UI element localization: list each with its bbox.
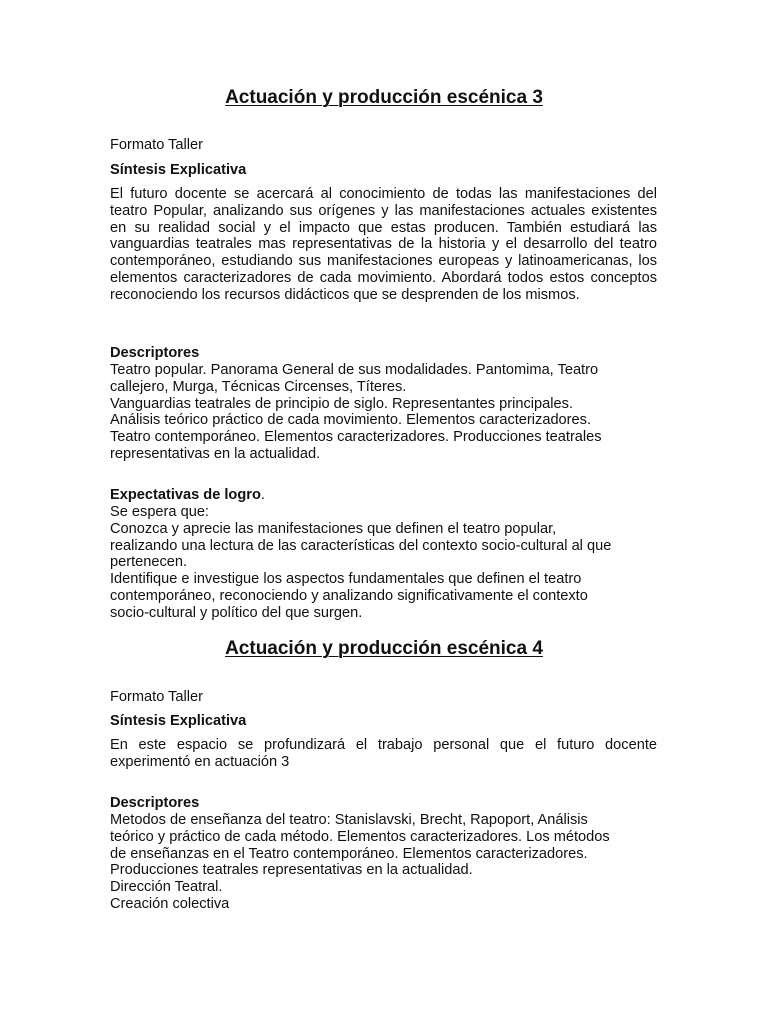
descriptor-line: Metodos de enseñanza del teatro: Stanislavski, Brecht, Rapoport, Análisis — [110, 812, 588, 828]
section-3-descriptors-heading: Descriptores — [110, 345, 200, 361]
section-4-title: Actuación y producción escénica 4 — [225, 638, 543, 659]
expectation-line: socio-cultural y político del que surgen. — [110, 604, 363, 621]
descriptor-line: representativas en la actualidad. — [110, 445, 321, 462]
section-3-title: Actuación y producción escénica 3 — [225, 87, 543, 108]
descriptor-line: Teatro contemporáneo. Elementos caracterizadores. Producciones teatrales — [110, 429, 602, 446]
descriptor-line: Producciones teatrales representativas en la actualidad. — [110, 862, 473, 879]
expectation-line: Identifique e investigue los aspectos fundamentales que definen el teatro — [110, 571, 582, 588]
section-3-expectations-heading — [110, 487, 657, 504]
expectation-line: realizando una lectura de las características del contexto socio-cultural al que — [110, 537, 612, 554]
descriptor-line: Teatro popular. Panorama General de sus modalidades. Pantomima, Teatro — [110, 362, 599, 378]
section-3-synthesis-text: El futuro docente se acercará al conocimiento de todas las manifestaciones del teatro Popular, analizando sus orígenes y las manifestaciones actuales existentes en su realidad social y el impacto que estas producen. También estudiará las vanguardias teatrales mas representativas de la historia y el desarrollo del teatro contemporáneo, estudiando sus manifestaciones europeas y latinoamericanas, los elementos caracterizadores de cada movimiento. Abordará todos estos conceptos reconociendo los recursos didácticos que se desprenden de los mismos. — [110, 186, 657, 303]
expectation-line: pertenecen. — [110, 554, 188, 571]
section-3-format: Formato Taller — [110, 137, 203, 153]
descriptor-line: Análisis teórico práctico de cada movimiento. Elementos caracterizadores. — [110, 412, 592, 429]
descriptor-line: Creación colectiva — [110, 895, 230, 912]
descriptor-line: teórico y práctico de cada método. Elementos caracterizadores. Los métodos — [110, 828, 610, 845]
descriptor-line: callejero, Murga, Técnicas Circenses, Títeres. — [110, 378, 407, 395]
expectations-heading-period: . — [260, 487, 265, 503]
expectation-line: contemporáneo, reconociendo y analizando significativamente el contexto — [110, 587, 588, 604]
section-3-descriptors-list — [110, 362, 657, 463]
descriptor-line: Dirección Teatral. — [110, 879, 223, 896]
expectation-line: Conozca y aprecie las manifestaciones que definen el teatro popular, — [110, 520, 557, 537]
expectation-line: Se espera que: — [110, 504, 209, 520]
section-4-synthesis-text: En este espacio se profundizará el trabajo personal que el futuro docente experimentó en actuación 3 — [110, 737, 657, 770]
section-4-descriptors-list — [110, 812, 657, 913]
section-4-synthesis-heading: Síntesis Explicativa — [110, 713, 247, 729]
expectations-heading-text: Expectativas de logro — [110, 487, 261, 503]
descriptor-line: de enseñanzas en el Teatro contemporáneo. Elementos caracterizadores. — [110, 845, 588, 862]
section-4-format: Formato Taller — [110, 689, 203, 705]
section-3-expectations-list — [110, 504, 657, 622]
section-4-descriptors-heading: Descriptores — [110, 795, 200, 811]
section-3-synthesis-heading: Síntesis Explicativa — [110, 162, 247, 178]
descriptor-line: Vanguardias teatrales de principio de siglo. Representantes principales. — [110, 395, 573, 412]
